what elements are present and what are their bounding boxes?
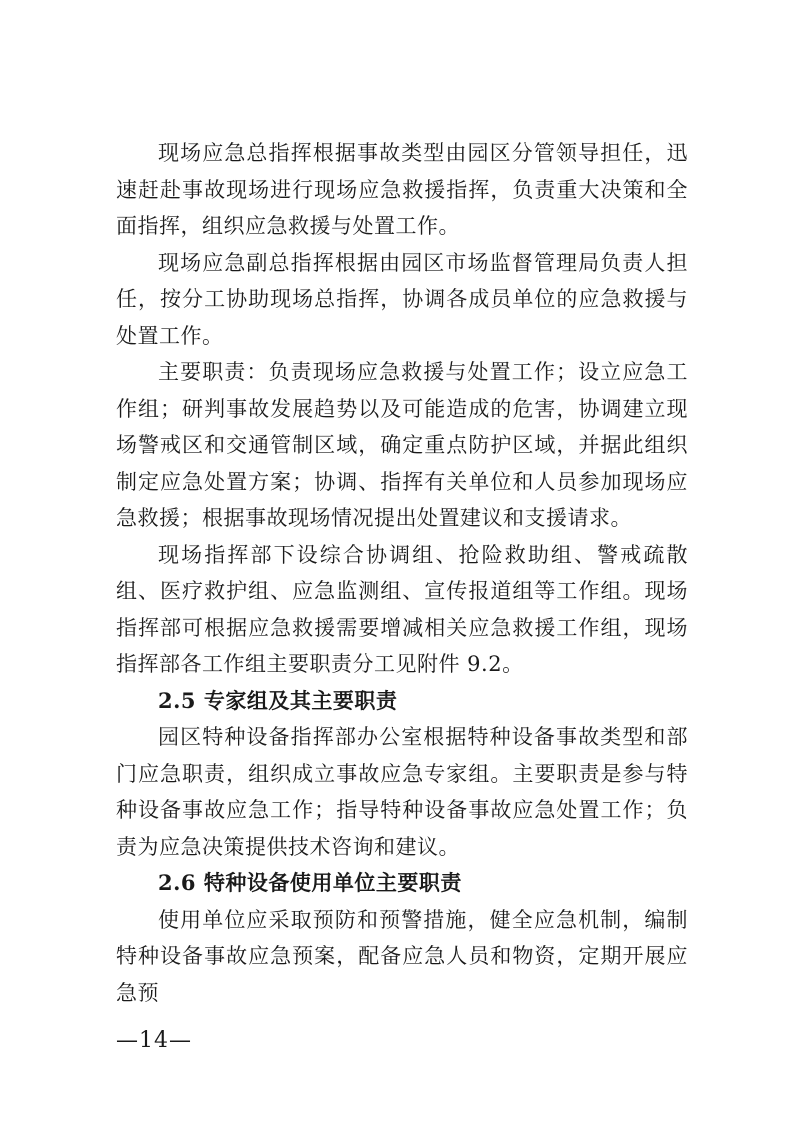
paragraph-expert-group: 园区特种设备指挥部办公室根据特种设备事故类型和部门应急职责，组织成立事故应急专家组。主要职责是参与特种设备事故应急工作；指导特种设备事故应急处置工作；负责为应急决策提供技术咨询和建议。 (116, 725, 688, 859)
section-heading-user-unit-duties: 2.6 特种设备使用单位主要职责 (158, 870, 462, 895)
paragraph-deputy-commander: 现场应急副总指挥根据由园区市场监督管理局负责人担任，按分工协助现场总指挥，协调各成员单位的应急救援与处置工作。 (116, 250, 688, 348)
section-heading-expert-group: 2.5 专家组及其主要职责 (158, 687, 398, 713)
document-body (116, 135, 688, 1011)
paragraph-user-unit-duties: 使用单位应采取预防和预警措施，健全应急机制，编制特种设备事故应急预案，配备应急人员和物资，定期开展应急预 (116, 907, 688, 1005)
paragraph-commander-in-chief: 现场应急总指挥根据事故类型由园区分管领导担任，迅速赶赴事故现场进行现场应急救援指挥，负责重大决策和全面指挥，组织应急救援与处置工作。 (116, 141, 688, 238)
page-number: —14— (116, 1028, 192, 1053)
paragraph-main-duties: 主要职责：负责现场应急救援与处置工作；设立应急工作组；研判事故发展趋势以及可能造成的危害，协调建立现场警戒区和交通管制区域，确定重点防护区域，并据此组织制定应急处置方案；协调、指挥有关单位和人员参加现场应急救援；根据事故现场情况提出处置建议和支援请求。 (116, 360, 688, 530)
paragraph-working-groups: 现场指挥部下设综合协调组、抢险救助组、警戒疏散组、医疗救护组、应急监测组、宣传报道组等工作组。现场指挥部可根据应急救援需要增减相关应急救援工作组，现场指挥部各工作组主要职责分工见附件 9.2。 (116, 542, 688, 676)
